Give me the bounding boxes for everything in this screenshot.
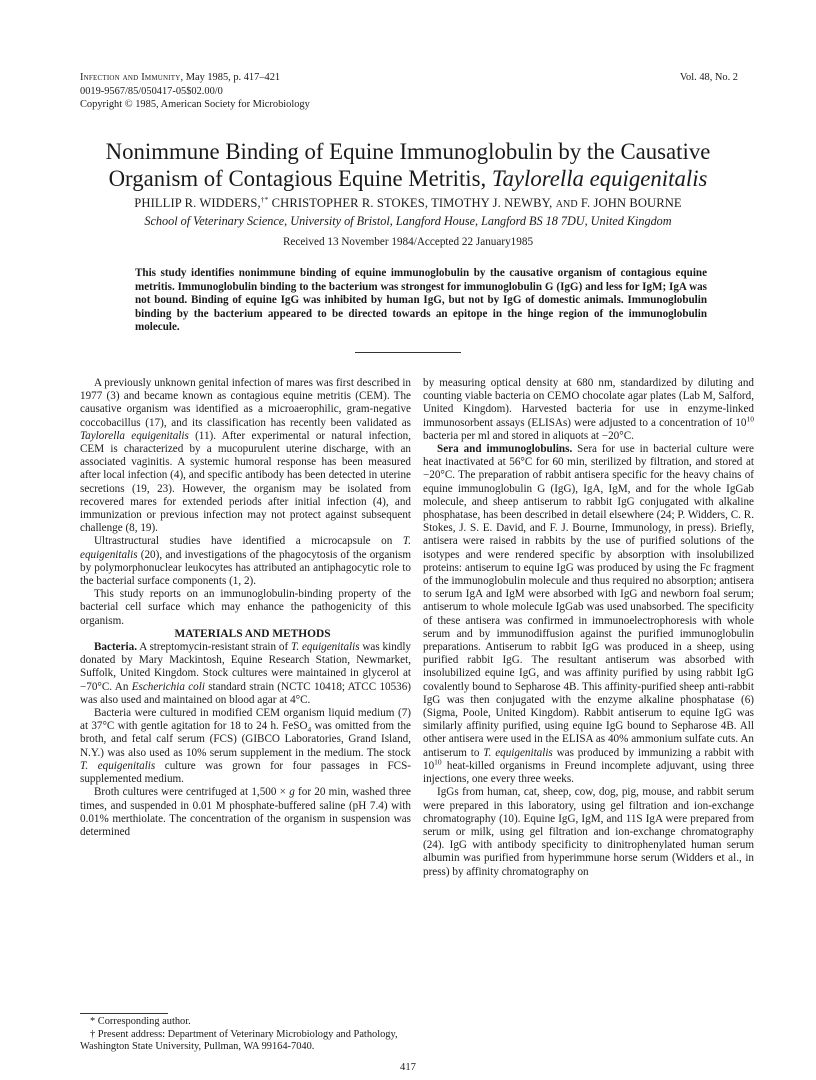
text-run: was omitted from the broth, and fetal calf serum (FCS) (GIBCO Laboratories, Grand Island, N.Y.) was also used as 10% serum supplement in the medium. The stock — [80, 720, 411, 759]
bacteria-paragraph-3 — [80, 786, 411, 839]
text-run: was produced by immunizing a rabbit with 10 — [423, 746, 754, 772]
text-run: culture was grown for four passages in FCS-supplemented medium. — [80, 759, 411, 786]
intro-paragraph-3: This study reports on an immunoglobulin-binding property of the bacterial cell surface which may enhance the pathogenicity of this organism. — [80, 588, 411, 627]
species-name: Escherichia coli — [131, 680, 205, 693]
intro-paragraph-1 — [80, 377, 411, 535]
footnotes — [80, 1016, 411, 1054]
volume-label: Vol. 48, No. 2 — [679, 72, 738, 83]
text-run: by measuring optical density at 680 nm, standardized by diluting and counting viable bacteria on CEMO chocolate agar plates (Lab M, Salford, United Kingdom). Harvested bacteria for use in enzyme-linked immunosorbent assays (ELISAs) were adjusted to a concentration of 10 — [423, 377, 754, 429]
left-column — [80, 377, 411, 839]
right-column — [423, 377, 754, 879]
copyright-line: Copyright © 1985, American Society for Microbiology — [80, 99, 310, 110]
issue-date: May 1985, p. 417–421 — [185, 72, 281, 83]
footnote-present-address: † Present address: Department of Veterinary Microbiology and Pathology, Washington State University, Pullman, WA 99164-7040. — [80, 1028, 398, 1053]
text-run: Ultrastructural studies have identified a microcapsule on — [94, 535, 403, 548]
sera-paragraph-1 — [423, 443, 754, 786]
received-date: Received 13 November 1984/Accepted 22 January1985 — [282, 236, 534, 248]
authors-and: AND — [555, 199, 578, 210]
subscript: 4 — [307, 725, 312, 735]
text-run: A previously unknown genital infection of mares was first described in 1977 (3) and became known as contagious equine metritis (CEM). The causative organism was identified as a microaerophilic, gram-negative coccobacillus (17), and its classification has recently been validated as — [80, 377, 411, 429]
author-1-marks: †* — [260, 194, 269, 204]
methods-heading: MATERIALS AND METHODS — [174, 627, 331, 640]
superscript: 10 — [434, 757, 442, 767]
species-name: T. equigenitalis — [80, 759, 156, 772]
journal-header — [80, 71, 530, 112]
species-name: T. equigenitalis — [291, 641, 360, 654]
journal-code: 0019-9567/85/050417-05$02.00/0 — [80, 85, 223, 97]
run-in-heading: Bacteria. — [94, 641, 137, 654]
text-run: (11). After experimental or natural infection, CEM is characterized by a mucopurulent uterine discharge, with an associated vaginitis. A systemic humoral response has been measured after local infection (4), and specific antibody has been detected in uterine secretions (19, 23). However, the organism may be isolated from recovered mares for extended periods after initial infection (4), and immunization or previous infection may not protect against subsequent challenge (8, 19). — [80, 429, 411, 535]
intro-paragraph-2 — [80, 535, 411, 588]
article-title — [60, 138, 756, 192]
page-number: 417 — [400, 1062, 416, 1073]
footnote-corresponding: * Corresponding author. — [90, 1016, 191, 1027]
journal-name: Infection and Immunity — [80, 72, 181, 83]
author-list — [60, 195, 756, 213]
authors-middle: CHRISTOPHER R. STOKES, TIMOTHY J. NEWBY, — [268, 196, 556, 210]
gravity-symbol: g — [289, 786, 295, 799]
bacteria-paragraph-1 — [80, 641, 411, 707]
text-run: Broth cultures were centrifuged at 1,500 × — [94, 786, 290, 799]
title-line-2 — [60, 165, 756, 192]
superscript: 10 — [746, 413, 754, 423]
continued-paragraph — [423, 377, 754, 443]
text-run: was kindly donated by Mary Mackintosh, Equine Research Station, Newmarket, Suffolk, United Kingdom. Stock cultures were maintained in glycerol at −70°C. An — [80, 641, 412, 693]
affiliation: School of Veterinary Science, University of Bristol, Langford House, Langford BS 18 7DU, United Kingdom — [144, 214, 672, 228]
title-line-2-text: Organism of Contagious Equine Metritis, — [108, 166, 492, 191]
author-1: PHILLIP R. WIDDERS, — [134, 196, 261, 210]
sera-paragraph-2: IgGs from human, cat, sheep, cow, dog, pig, mouse, and rabbit serum were prepared in this laboratory, using gel filtration and ion-exchange chromatography (10). Equine IgG, IgM, and 11S IgA were prepared from serum or milk, using gel filtration and ion-exchange chromatography (24). IgG with antibody specificity to dinitrophenylated human serum albumin was purified from hyperimmune horse serum (Widders et al., in press) by affinity chromatography on — [423, 786, 754, 878]
text-run: Bacteria were cultured in modified CEM organism liquid medium (7) at 37°C with gentle agitation for 18 to 24 h. FeSO — [80, 707, 411, 733]
title-species: Taylorella equigenitalis — [491, 166, 708, 191]
species-name: T. equigenitalis — [80, 535, 411, 561]
bacteria-paragraph-2 — [80, 707, 411, 786]
species-name: T. equigenitalis — [483, 746, 553, 759]
text-run: for 20 min, washed three times, and suspended in 0.01 M phosphate-buffered saline (pH 7.4) with 0.01% merthiolate. The concentration of the organism in suspension was determined — [80, 786, 411, 838]
run-in-heading: Sera and immunoglobulins. — [437, 443, 573, 456]
text-run: heat-killed organisms in Freund incomplete adjuvant, using three injections, one every three weeks. — [423, 759, 754, 786]
species-name: Taylorella equigenitalis — [80, 429, 189, 442]
abstract-divider — [355, 352, 461, 353]
text-run: (20), and investigations of the phagocytosis of the organism by polymorphonuclear leukocytes has attributed an antiphagocytic role to the bacterial surface components (1, 2). — [80, 548, 411, 588]
abstract: This study identifies nonimmune binding of equine immunoglobulin by the causative organism of contagious equine metritis. Immunoglobulin binding to the bacterium was strongest for immunoglobulin G (IgG) and less for IgM; IgA was not bound. Binding of equine IgG was inhibited by human IgG, but not by IgG of domestic animals. Immunoglobulin binding by the bacterium appeared to be directed towards an epitope in the hinge region of the immunoglobulin molecule. — [135, 267, 707, 333]
text-run: A streptomycin-resistant strain of — [137, 641, 291, 654]
text-run: bacteria per ml and stored in aliquots at −20°C. — [423, 429, 634, 442]
text-run: standard strain (NCTC 10418; ATCC 10536) was also used and maintained on blood agar at 4°C. — [80, 680, 411, 706]
title-line-1: Nonimmune Binding of Equine Immunoglobulin by the Causative — [105, 139, 711, 164]
footnote-divider — [80, 1013, 168, 1014]
author-last: F. JOHN BOURNE — [577, 196, 682, 210]
journal-citation: Infection and Immunity, May 1985, p. 417–421 — [80, 72, 281, 83]
text-run: Sera for use in bacterial culture were heat inactivated at 56°C for 60 min, sterilized by filtration, and stored at −20°C. The preparation of rabbit antisera specific for the heavy chains of equine immunoglobulin G (IgG), IgA, IgM, and for the whole IgGab molecule, and sheep antiserum to rabbit IgG conjugated with alkaline phosphatase, has been described in detail elsewhere (24; P. Widders, C. R. Stokes, J. S. E. David, and F. J. Bourne, Immunology, in press). Briefly, antisera were raised in rabbits by the use of purified solutions of the isotypes and were rendered specific by absorption with insolubilized proteins: antiserum to equine IgG was produced by using the Fc fragment of the immunoglobulin molecule and thus required no absorption; antisera to serum IgA and IgM were absorbed with IgG and newborn foal serum; antiserum to whole molecule IgGab was used unabsorbed. The specificity of these antisera was confirmed in immunoelectrophoresis with whole serum and by immunodiffusion against the purified immunoglobulin preparations. Antiserum to rabbit IgG was produced in a sheep, using purified rabbit IgG. The resultant antiserum was absorbed with insolubilized equine IgG, and was affinity purified by using rabbit IgG covalently bound to Sepharose 4B. This affinity-purified sheep anti-rabbit IgG was then conjugated with the enzyme alkaline phosphatase (6) (Sigma, Poole, United Kingdom). Rabbit antiserum to equine IgG was similarly affinity purified, using equine IgG bound to Sepharose 4B. All other antisera were used in the ELISA as 40% ammonium sulfate cuts. An antiserum to — [423, 443, 755, 759]
